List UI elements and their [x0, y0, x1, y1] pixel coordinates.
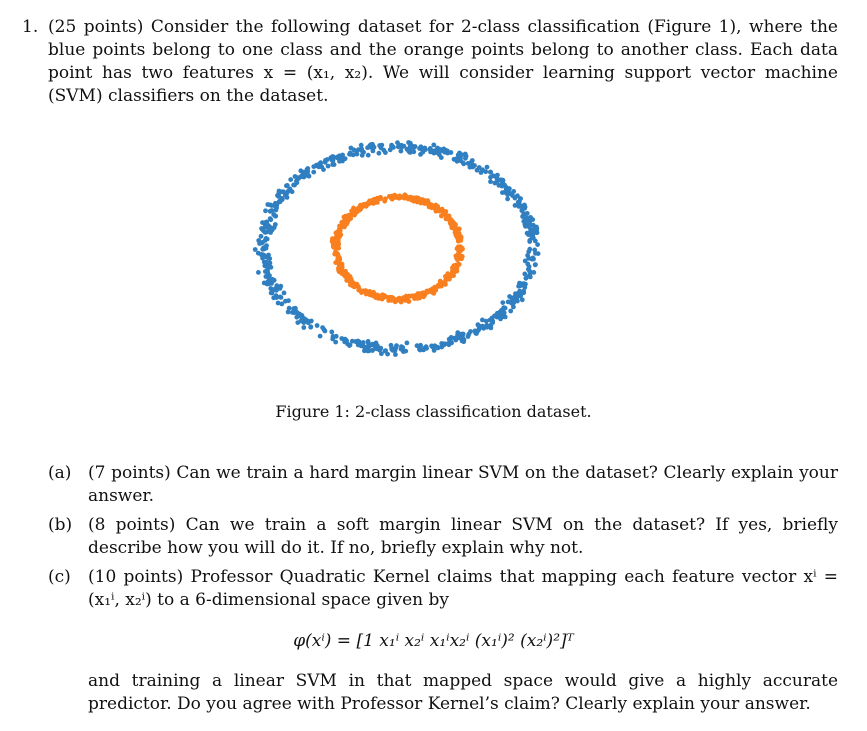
part-b-text: (8 points) Can we train a soft margin linear SVM on the dataset? If yes, briefly describe how you will do it. If no, briefly explain why not. [88, 515, 838, 558]
inner-point [457, 253, 462, 258]
outer-point [459, 152, 464, 157]
outer-point [268, 216, 273, 221]
inner-point [404, 194, 409, 199]
outer-point [516, 200, 521, 205]
outer-point [260, 247, 265, 252]
outer-point [265, 269, 270, 274]
inner-point [452, 265, 457, 270]
inner-point [425, 289, 430, 294]
outer-point [430, 344, 435, 349]
outer-point [421, 348, 426, 353]
inner-point [411, 294, 416, 299]
inner-ring-points [330, 192, 465, 304]
outer-point [472, 163, 477, 168]
inner-point [409, 198, 414, 203]
inner-point [390, 196, 395, 201]
outer-point [263, 230, 268, 235]
scatter-figure [238, 128, 558, 368]
inner-point [446, 215, 451, 220]
outer-point [366, 153, 371, 158]
outer-point [466, 334, 471, 339]
inner-point [450, 224, 455, 229]
outer-point [349, 146, 354, 151]
outer-point [408, 148, 413, 153]
inner-point [337, 224, 342, 229]
inner-point [423, 198, 428, 203]
outer-point [500, 300, 505, 305]
outer-point [347, 343, 352, 348]
outer-point [479, 170, 484, 175]
outer-point [511, 189, 516, 194]
inner-point [357, 205, 362, 210]
outer-point [385, 352, 390, 357]
outer-point [466, 161, 471, 166]
outer-point [295, 320, 300, 325]
outer-point [309, 319, 314, 324]
outer-point [476, 322, 481, 327]
inner-point [355, 209, 360, 214]
part-c-label: (c) [48, 567, 71, 587]
outer-point [488, 179, 493, 184]
outer-point [508, 309, 513, 314]
outer-point [259, 234, 264, 239]
outer-point [389, 345, 394, 350]
outer-point [505, 197, 510, 202]
inner-point [350, 283, 355, 288]
outer-point [301, 325, 306, 330]
outer-point [370, 143, 375, 148]
outer-point [264, 220, 269, 225]
outer-point [271, 295, 276, 300]
outer-point [523, 259, 528, 264]
inner-point [456, 262, 461, 267]
outer-point [370, 342, 375, 347]
outer-point [528, 215, 533, 220]
outer-point [350, 339, 355, 344]
outer-point [276, 301, 281, 306]
outer-point [500, 178, 505, 183]
outer-point [356, 339, 361, 344]
outer-point [518, 283, 523, 288]
outer-point [360, 153, 365, 158]
outer-point [343, 156, 348, 161]
outer-point [533, 262, 538, 267]
inner-point [449, 272, 454, 277]
outer-point [493, 181, 498, 186]
outer-point [391, 145, 396, 150]
inner-point [368, 292, 373, 297]
outer-point [428, 147, 433, 152]
outer-point [370, 348, 375, 353]
outer-point [278, 286, 283, 291]
outer-point [497, 183, 502, 188]
outer-point [528, 231, 533, 236]
part-a-text: (7 points) Can we train a hard margin linear SVM on the dataset? Clearly explain your answer. [88, 463, 838, 506]
inner-point [389, 298, 394, 303]
outer-point [344, 338, 349, 343]
outer-point [277, 199, 282, 204]
outer-point [531, 270, 536, 275]
outer-point [495, 311, 500, 316]
outer-point [445, 149, 450, 154]
outer-point [511, 300, 516, 305]
outer-point [253, 247, 258, 252]
outer-point [377, 143, 382, 148]
outer-point [461, 339, 466, 344]
outer-point [523, 282, 528, 287]
outer-point [259, 226, 264, 231]
outer-point [405, 341, 410, 346]
inner-point [345, 277, 350, 282]
inner-point [379, 294, 384, 299]
outer-point [361, 340, 366, 345]
outer-point [331, 158, 336, 163]
outer-point [522, 203, 527, 208]
outer-point [437, 148, 442, 153]
outer-point [525, 223, 530, 228]
outer-point [270, 227, 275, 232]
inner-point [383, 196, 388, 201]
outer-point [393, 352, 398, 357]
outer-point [484, 319, 489, 324]
outer-point [257, 241, 262, 246]
outer-point [415, 343, 420, 348]
outer-point [295, 311, 300, 316]
inner-point [416, 196, 421, 201]
outer-point [420, 150, 425, 155]
inner-point [338, 263, 343, 268]
outer-point [506, 190, 511, 195]
outer-point [399, 149, 404, 154]
outer-point [273, 222, 278, 227]
outer-point [272, 278, 277, 283]
outer-point [308, 324, 313, 329]
outer-point [454, 336, 459, 341]
outer-point [397, 143, 402, 148]
inner-point [438, 284, 443, 289]
inner-point [457, 234, 462, 239]
outer-point [256, 270, 261, 275]
outer-point [527, 274, 532, 279]
inner-point [335, 238, 340, 243]
outer-point [259, 252, 264, 257]
inner-point [439, 214, 444, 219]
inner-point [397, 196, 402, 201]
inner-point [359, 289, 364, 294]
outer-point [521, 219, 526, 224]
outer-point [517, 291, 522, 296]
outer-point [365, 347, 370, 352]
outer-point [282, 291, 287, 296]
outer-point [527, 268, 532, 273]
outer-point [268, 209, 273, 214]
outer-point [320, 325, 325, 330]
outer-point [406, 140, 411, 145]
inner-point [443, 278, 448, 283]
outer-point [439, 341, 444, 346]
question-number: 1. [22, 17, 39, 37]
outer-point [520, 214, 525, 219]
outer-point [489, 318, 494, 323]
question-text: (25 points) Consider the following dataset for 2-class classification (Figure 1), where the blue points belong to one class and the orange points belong to another class. Each data point has two features x = (x₁, x₂). We will consider learning support vector machine (SVM) classifiers on the dataset. [48, 17, 838, 106]
inner-point [337, 255, 342, 260]
outer-point [288, 177, 293, 182]
outer-point [286, 310, 291, 315]
outer-point [315, 323, 320, 328]
outer-point [264, 243, 269, 248]
outer-point [263, 238, 268, 243]
outer-point [285, 195, 290, 200]
inner-point [336, 245, 341, 250]
outer-point [354, 149, 359, 154]
outer-ring-points [253, 140, 541, 357]
outer-point [264, 260, 269, 265]
outer-point [269, 265, 274, 270]
inner-point [415, 291, 420, 296]
outer-point [527, 238, 532, 243]
outer-point [525, 253, 530, 258]
outer-point [473, 329, 478, 334]
inner-point [420, 291, 425, 296]
outer-point [335, 155, 340, 160]
outer-point [311, 170, 316, 175]
inner-point [397, 298, 402, 303]
outer-point [274, 205, 279, 210]
outer-point [403, 349, 408, 354]
outer-point [359, 147, 364, 152]
inner-point [373, 295, 378, 300]
outer-point [500, 190, 505, 195]
inner-point [406, 299, 411, 304]
outer-point [286, 189, 291, 194]
inner-point [419, 201, 424, 206]
part-c-text: (10 points) Professor Quadratic Kernel claims that mapping each feature vector xⁱ = (x₁ⁱ, x₂ⁱ) to a 6-dimensional space given by [88, 567, 838, 610]
outer-point [501, 305, 506, 310]
outer-point [291, 183, 296, 188]
outer-point [522, 272, 527, 277]
outer-point [531, 257, 536, 262]
outer-point [488, 175, 493, 180]
outer-point [533, 251, 538, 256]
outer-point [265, 202, 270, 207]
outer-point [317, 161, 322, 166]
outer-point [422, 146, 427, 151]
outer-point [459, 332, 464, 337]
part-b-label: (b) [48, 515, 73, 535]
outer-point [263, 208, 268, 213]
outer-point [267, 274, 272, 279]
inner-point [377, 196, 382, 201]
outer-point [329, 330, 334, 335]
outer-point [500, 312, 505, 317]
figure-caption: Figure 1: 2-class classification dataset. [275, 402, 592, 421]
outer-point [326, 164, 331, 169]
inner-point [370, 199, 375, 204]
feature-map-formula: φ(xⁱ) = [1 x₁ⁱ x₂ⁱ x₁ⁱx₂ⁱ (x₁ⁱ)² (x₂ⁱ)²]ᵀ [293, 631, 574, 651]
outer-point [347, 152, 352, 157]
part-c-continuation: and training a linear SVM in that mapped space would give a highly accurate predictor. Do you agree with Professor Kernel’s claim? Clearly explain your answer. [88, 671, 838, 714]
outer-point [449, 341, 454, 346]
outer-point [394, 345, 399, 350]
outer-point [399, 344, 404, 349]
inner-point [451, 220, 456, 225]
outer-point [269, 291, 274, 296]
outer-point [520, 297, 525, 302]
outer-point [454, 156, 459, 161]
outer-point [521, 290, 526, 295]
outer-point [303, 173, 308, 178]
outer-point [302, 316, 307, 321]
outer-point [325, 157, 330, 162]
outer-point [285, 183, 290, 188]
outer-point [279, 295, 284, 300]
outer-point [378, 347, 383, 352]
outer-point [480, 324, 485, 329]
inner-point [454, 227, 459, 232]
outer-point [377, 151, 382, 156]
outer-point [436, 346, 441, 351]
outer-point [527, 247, 532, 252]
outer-point [535, 242, 540, 247]
outer-point [525, 211, 530, 216]
outer-point [359, 143, 364, 148]
outer-point [318, 334, 323, 339]
outer-point [262, 281, 267, 286]
inner-point [433, 206, 438, 211]
outer-point [334, 334, 339, 339]
outer-point [527, 264, 532, 269]
inner-point [427, 203, 432, 208]
part-a-label: (a) [48, 463, 72, 483]
inner-point [401, 295, 406, 300]
inner-point [366, 200, 371, 205]
inner-point [460, 246, 465, 251]
inner-point [344, 214, 349, 219]
outer-point [431, 143, 436, 148]
outer-point [366, 339, 371, 344]
inner-point [334, 231, 339, 236]
outer-point [365, 145, 370, 150]
outer-point [276, 194, 281, 199]
outer-point [485, 165, 490, 170]
outer-point [488, 170, 493, 175]
outer-point [383, 150, 388, 155]
inner-point [344, 219, 349, 224]
